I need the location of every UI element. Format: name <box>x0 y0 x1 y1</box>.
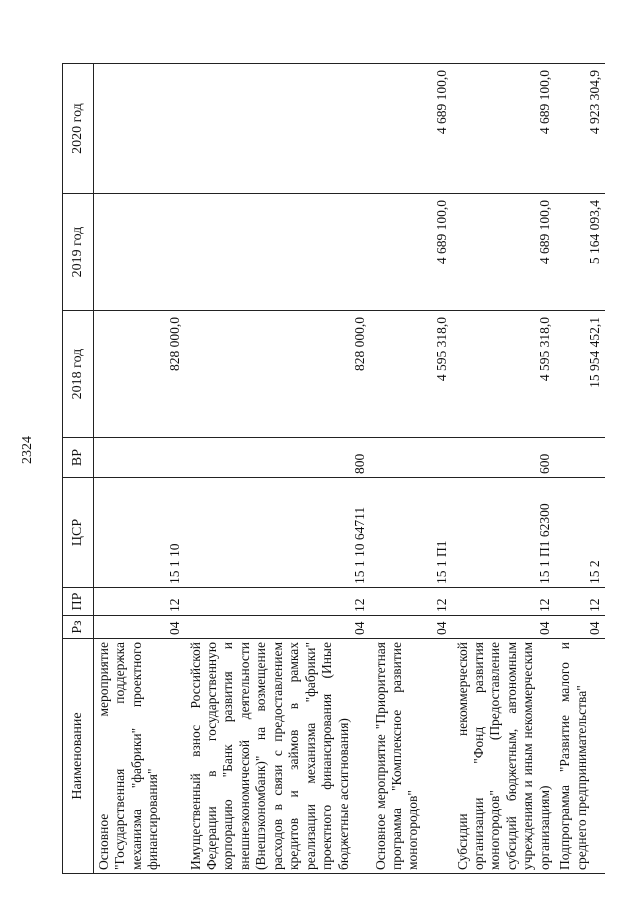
row-csr: 15 1 П1 <box>371 478 453 588</box>
header-rz: Рз <box>63 616 94 639</box>
row-csr: 15 1 10 <box>94 478 186 588</box>
row-2018: 15 954 452,1 <box>555 311 605 438</box>
table-row <box>555 64 605 874</box>
row-2018: 4 595 318,0 <box>453 311 556 438</box>
row-csr: 15 1 П1 62300 <box>453 478 556 588</box>
row-pr: 12 <box>555 588 605 616</box>
table-header-row <box>63 64 94 874</box>
row-2020: 4 923 304,9 <box>555 64 605 194</box>
row-pr: 12 <box>94 588 186 616</box>
row-rz: 04 <box>555 616 605 639</box>
header-vr: ВР <box>63 438 94 478</box>
page-number: 2324 <box>20 436 35 464</box>
row-vr <box>371 438 453 478</box>
row-2020 <box>186 64 371 194</box>
row-vr <box>94 438 186 478</box>
row-csr: 15 2 <box>555 478 605 588</box>
row-2020 <box>94 64 186 194</box>
row-2019: 4 689 100,0 <box>371 194 453 311</box>
row-csr: 15 1 10 64711 <box>186 478 371 588</box>
row-2020: 4 689 100,0 <box>453 64 556 194</box>
table-row <box>371 64 453 874</box>
row-name: Основное мероприятие "Государственная поддержка механизма "фабрики" проектного финансирования" <box>94 639 186 874</box>
table-row <box>453 64 556 874</box>
row-2020: 4 689 100,0 <box>371 64 453 194</box>
row-name: Основное мероприятие "Приоритетная программа "Комплексное развитие моногородов" <box>371 639 453 874</box>
budget-table-rotated <box>62 64 602 874</box>
row-name: Имущественный взнос Российской Федерации в государственную корпорацию "Банк развития и внешнеэкономической деятельности (Внешэкономбанк)" на возмещение расходов в связи с предоставлением кредитов и займов в рамках реализации механизма "фабрики" проектного финансирования (Иные бюджетные ассигнования) <box>186 639 371 874</box>
row-2018: 4 595 318,0 <box>371 311 453 438</box>
row-rz: 04 <box>371 616 453 639</box>
row-name: Субсидии некоммерческой организации "Фонд развития моногородов" (Предоставление субсидий бюджетным, автономным учреждениям и иным некоммерческим организациям) <box>453 639 556 874</box>
header-pr: ПР <box>63 588 94 616</box>
row-rz: 04 <box>186 616 371 639</box>
row-2019: 5 164 093,4 <box>555 194 605 311</box>
row-vr: 600 <box>453 438 556 478</box>
row-pr: 12 <box>371 588 453 616</box>
row-2019: 4 689 100,0 <box>453 194 556 311</box>
row-2019 <box>94 194 186 311</box>
header-2019: 2019 год <box>63 194 94 311</box>
row-vr: 800 <box>186 438 371 478</box>
row-2019 <box>186 194 371 311</box>
header-csr: ЦСР <box>63 478 94 588</box>
budget-table <box>62 63 605 874</box>
row-2018: 828 000,0 <box>186 311 371 438</box>
row-rz: 04 <box>453 616 556 639</box>
table-row <box>186 64 371 874</box>
header-2020: 2020 год <box>63 64 94 194</box>
row-rz: 04 <box>94 616 186 639</box>
row-name: Подпрограмма "Развитие малого и среднего предпринимательства" <box>555 639 605 874</box>
row-pr: 12 <box>186 588 371 616</box>
row-vr <box>555 438 605 478</box>
table-row <box>94 64 186 874</box>
row-2018: 828 000,0 <box>94 311 186 438</box>
header-name: Наименование <box>63 639 94 874</box>
row-pr: 12 <box>453 588 556 616</box>
header-2018: 2018 год <box>63 311 94 438</box>
